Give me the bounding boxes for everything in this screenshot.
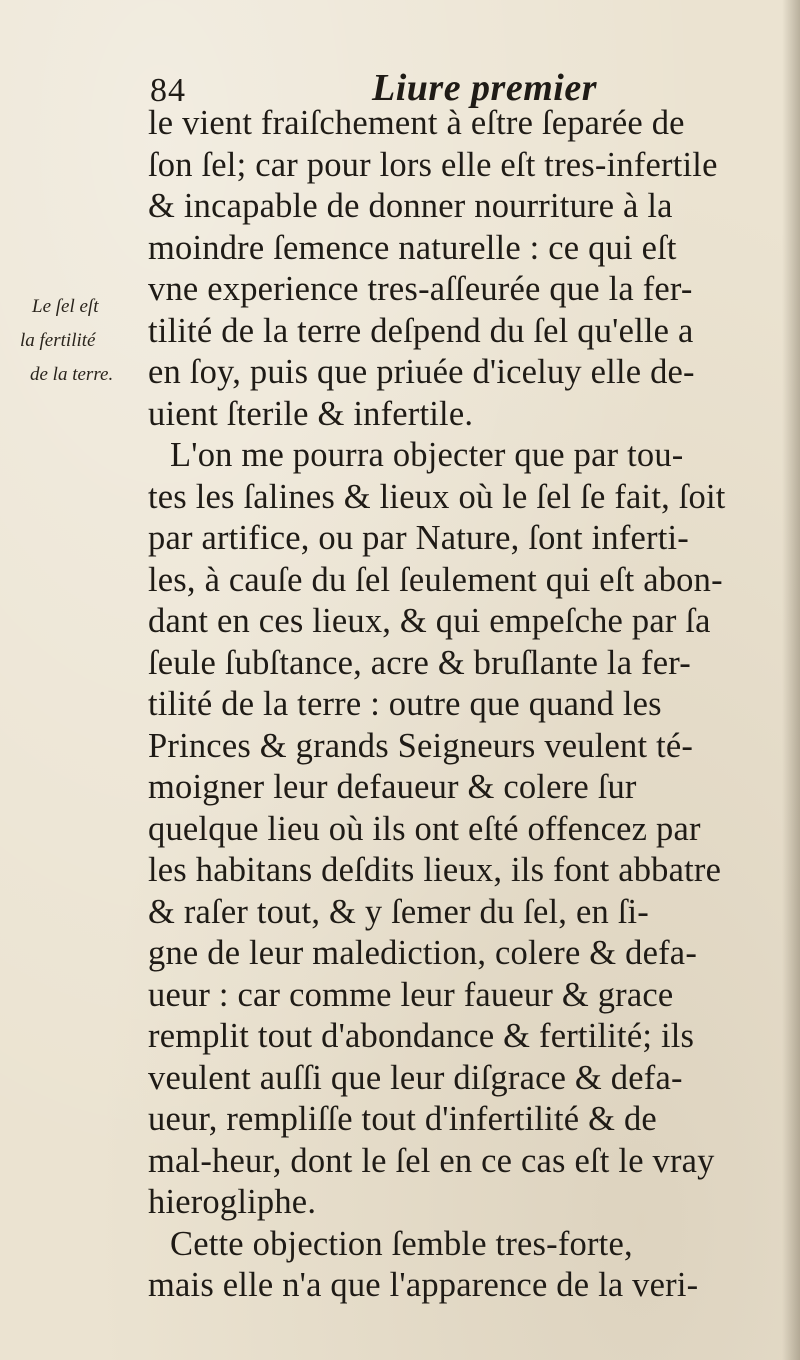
- margin-note: [10, 290, 150, 392]
- text-line: quelque lieu où ils ont eſté offencez par: [148, 809, 701, 848]
- body-text: [148, 103, 788, 1307]
- text-line: par artifice, ou par Nature, ſont inferti-: [148, 519, 689, 557]
- text-line: moigner leur defaueur & colere ſur: [148, 768, 637, 806]
- text-line: les habitans deſdits lieux, ils font abbatre: [148, 851, 722, 889]
- text-line: uient ſterile & infertile.: [148, 394, 474, 433]
- paragraph-start-line: L'on me pourra objecter que par tou-: [170, 436, 684, 474]
- page-number: 84: [150, 72, 186, 109]
- text-line: ueur, rempliſſe tout d'infertilité & de: [148, 1100, 657, 1138]
- text-line: tes les ſalines & lieux où le ſel ſe fait, ſoit: [148, 477, 726, 516]
- text-line: & raſer tout, & y ſemer du ſel, en ſi-: [148, 892, 649, 931]
- text-line: moindre ſemence naturelle : ce qui eſt: [148, 228, 677, 267]
- margin-note-line: la fertilité: [20, 330, 96, 351]
- text-line: Princes & grands Seigneurs veulent té-: [148, 726, 694, 765]
- text-line: tilité de la terre : outre que quand les: [148, 685, 662, 723]
- margin-note-line: de la terre.: [30, 364, 114, 385]
- text-line: veulent auſſi que leur diſgrace & defa-: [148, 1058, 683, 1097]
- text-line: & incapable de donner nourriture à la: [148, 187, 673, 225]
- text-line: en ſoy, puis que priuée d'iceluy elle de-: [148, 353, 695, 391]
- text-line: dant en ces lieux, & qui empeſche par ſa: [148, 602, 711, 640]
- margin-note-line: Le ſel eſt: [32, 296, 99, 317]
- text-line: remplit tout d'abondance & fertilité; ils: [148, 1017, 695, 1055]
- text-line: hierogliphe.: [148, 1183, 317, 1221]
- text-line: ſeule ſubſtance, acre & bruſlante la fer-: [148, 643, 691, 682]
- text-line: mal-heur, dont le ſel en ce cas eſt le vray: [148, 1141, 715, 1180]
- running-title: Liure premier: [372, 67, 597, 109]
- text-line: vne experience tres-aſſeurée que la fer-: [148, 270, 693, 308]
- text-line: ueur : car comme leur faueur & grace: [148, 975, 674, 1014]
- text-line: ſon ſel; car pour lors elle eſt tres-infertile: [148, 145, 718, 184]
- text-line: gne de leur malediction, colere & defa-: [148, 934, 698, 972]
- text-line: mais elle n'a que l'apparence de la veri-: [148, 1266, 699, 1304]
- text-line: le vient fraiſchement à eſtre ſeparée de: [148, 104, 685, 142]
- paragraph-start-line: Cette objection ſemble tres-forte,: [170, 1224, 633, 1263]
- text-line: tilité de la terre deſpend du ſel qu'elle a: [148, 311, 694, 350]
- text-line: les, à cauſe du ſel ſeulement qui eſt abon-: [148, 560, 723, 599]
